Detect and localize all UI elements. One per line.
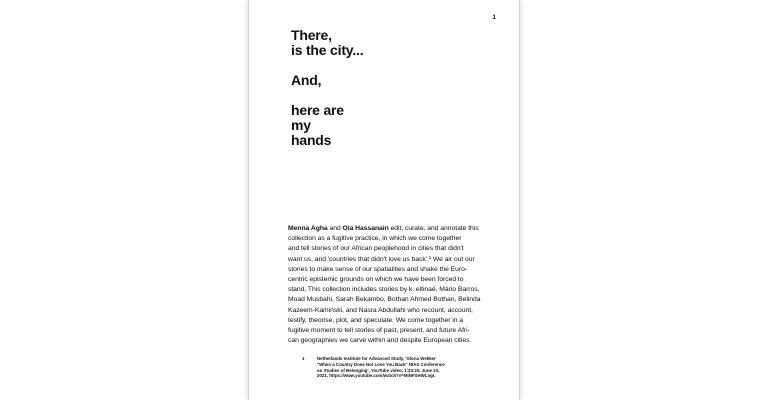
book-page [249,0,519,400]
body-line [288,224,486,234]
author-name: Ola Hassanain [342,225,389,232]
title-spacer [291,58,491,73]
page-title [291,28,491,148]
title-line: And, [291,72,322,88]
title-line: my [291,117,311,133]
footnote-line: Netherlands Institute for Advanced Study, 'Gloria Wekker [317,356,436,361]
body-line: stories to make sense of our spatialities and shake the Euro- [288,265,468,273]
author-name: Menna Agha [288,225,328,232]
footnote-line: 2021, https://www.youtube.com/watch?v=MiNFSHWLngI. [317,373,436,379]
body-line: can geographies we carve within and despite European cities. [288,337,472,345]
body-line: testify, theorise, plot, and speculate. We come together in a [288,316,464,324]
body-text-fragment: and [327,225,343,232]
body-line: collection as a fugitive practice, in which we come together [288,235,462,243]
page-number: 1 [492,15,496,21]
footnote-line: on Studies of Belonging', YouTube video, 1:33:20, June 10, [317,367,440,373]
footnote-line: "When a Country Does Not Love You Back" NIAS Conference [317,361,445,367]
body-line: want us, and 'countries that didn't love us back'.¹ We air out our [288,255,475,263]
title-spacer [291,88,491,103]
footnote [302,356,517,379]
footnote-marker: 1 [302,356,305,361]
body-line: Moad Musbahi, Sarah Bekambo, Bothan Ahmed Bothan, Belinda [288,296,481,304]
body-line: Kazeem-Kamiński, and Nasra Abdullahi who recount, account, [288,306,473,314]
title-line: hands [291,132,332,148]
title-line: is the city... [291,42,364,58]
title-line: There, [291,27,332,43]
title-line: here are [291,102,344,118]
body-line: fugitive moment to tell stories of past, present, and future Afri- [288,327,470,335]
intro-paragraph [288,224,486,346]
body-line: and tell stories of our African peoplehood in cities that didn't [288,245,464,253]
body-line: stand. This collection includes stories by k. eltinaé, Mário Barros, [288,286,480,294]
body-line: centric epistemic grounds on which we have been forced to [288,276,464,284]
body-text-fragment: edit, curate, and annotate this [388,225,479,232]
